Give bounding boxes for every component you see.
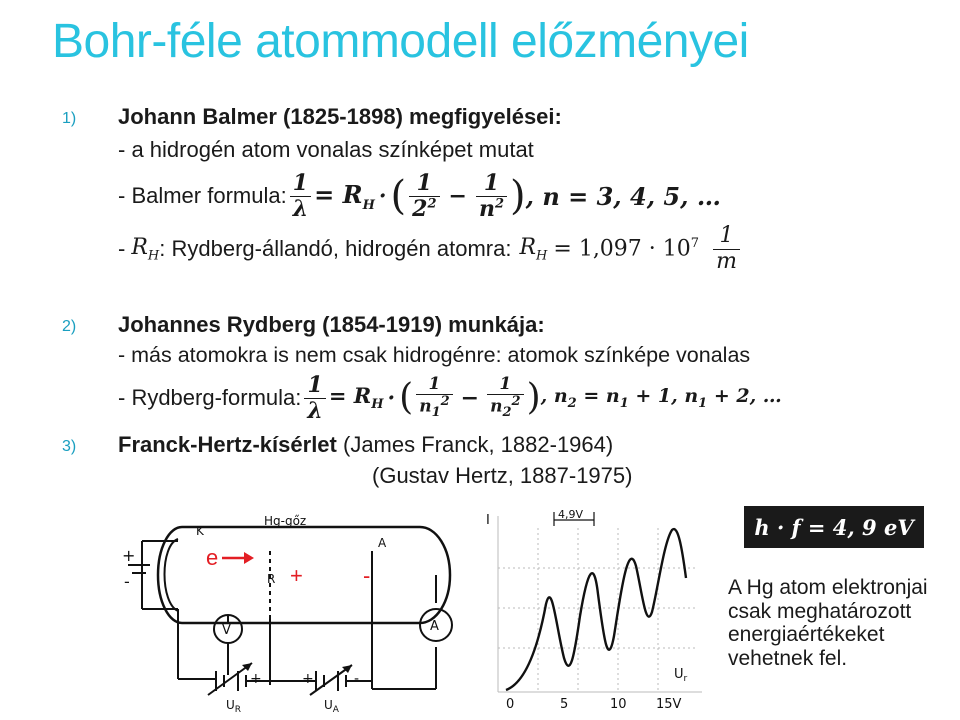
section-2-number: 2)	[62, 318, 77, 335]
page-title: Bohr-féle atommodell előzményei	[52, 15, 749, 68]
rydberg-tail: , $n_2 = n_1 + 1$, $n_1 + 2$, …	[540, 385, 782, 411]
balmer-lhs: $\frac{1}{\lambda}$	[290, 171, 311, 220]
balmer-frac-2: $\frac{1}{n^2}$	[476, 171, 507, 220]
rydberg-frac-2: $\frac{1}{n_2^2}$	[487, 375, 523, 420]
rydberg-frac-1: $\frac{1}{n_1^2}$	[416, 375, 452, 420]
anode-minus-sign: -	[363, 563, 371, 588]
graph-y-label: I	[486, 513, 490, 528]
anode-label: A	[378, 536, 387, 550]
rh-value: = $1,097 \cdot 10^7$	[553, 236, 700, 262]
rydberg-dot: ·	[387, 385, 396, 411]
energy-formula-box: h · f = 4, 9 eV	[744, 506, 924, 548]
ammeter-label: A	[430, 619, 439, 634]
ua-minus: -	[354, 671, 360, 687]
ur-minus: -	[202, 671, 208, 687]
balmer-rh: = $R_H$	[314, 179, 375, 213]
voltmeter-label: V	[222, 623, 231, 638]
paren-close-2: )	[526, 376, 541, 418]
ua-plus: +	[302, 671, 314, 687]
rydberg-lhs: $\frac{1}{\lambda}$	[304, 373, 325, 422]
ua-label: $U_A$	[324, 698, 339, 715]
balmer-tail: , n = 3, 4, 5, …	[525, 181, 721, 211]
rh-prefix: -	[118, 236, 126, 261]
section-3-number: 3)	[62, 438, 77, 455]
franck-hertz-apparatus-diagram	[120, 505, 472, 715]
rh-unit: $\frac{1}{m}$	[713, 224, 740, 273]
section-3-line: (Gustav Hertz, 1887-1975)	[372, 463, 633, 488]
graph-spacing-label: 4,9V	[558, 508, 584, 521]
grid-plus-sign: +	[290, 563, 303, 588]
tick-10: 10	[610, 697, 627, 712]
rh-text: : Rydberg-állandó, hidrogén atomra:	[159, 236, 512, 261]
section-1-line: - a hidrogén atom vonalas színképet mutat	[118, 137, 534, 162]
balmer-minus: −	[448, 183, 467, 209]
tick-15v: 15V	[656, 697, 682, 712]
rydberg-minus: −	[460, 385, 480, 411]
balmer-formula-row	[118, 168, 721, 224]
section-1-number: 1)	[62, 110, 77, 127]
conclusion-note: A Hg atom elektronjai csak meghatározott energiaértékeket vehetnek fel.	[728, 576, 928, 671]
electron-label: e	[206, 545, 219, 570]
section-1-heading: Johann Balmer (1825-1898) megfigyelései:	[118, 104, 562, 129]
paren-open: (	[390, 173, 407, 219]
rh-row	[118, 222, 743, 276]
rh-symbol: $R_H$	[131, 234, 160, 264]
heater-plus: +	[122, 546, 136, 565]
paren-close: )	[510, 173, 526, 219]
franck-hertz-graph	[478, 508, 710, 716]
hg-vapor-label: Hg-gőz	[264, 514, 307, 528]
balmer-label: - Balmer formula:	[118, 183, 287, 208]
ur-label: $U_R$	[226, 698, 242, 715]
rydberg-rh: = $R_H$	[328, 383, 384, 413]
cathode-label: K	[196, 524, 204, 538]
tick-5: 5	[560, 697, 569, 712]
tick-0: 0	[506, 697, 515, 712]
graph-x-label: $U_r$	[674, 667, 688, 684]
section-3-heading: Franck-Hertz-kísérlet (James Franck, 1882-1964)	[118, 432, 614, 457]
rydberg-formula-row	[118, 370, 782, 426]
rh-value-symbol: $R_H$	[519, 234, 548, 264]
balmer-dot: ·	[378, 183, 387, 209]
section-2-heading: Johannes Rydberg (1854-1919) munkája:	[118, 312, 545, 337]
paren-open-2: (	[399, 376, 414, 418]
rydberg-label: - Rydberg-formula:	[118, 385, 302, 410]
section-2-line: - más atomokra is nem csak hidrogénre: atomok színképe vonalas	[118, 343, 751, 367]
ur-plus: +	[250, 671, 262, 687]
balmer-frac-1: $\frac{1}{2^2}$	[409, 171, 439, 220]
heater-minus: -	[124, 572, 130, 591]
grid-label: R	[267, 572, 276, 586]
